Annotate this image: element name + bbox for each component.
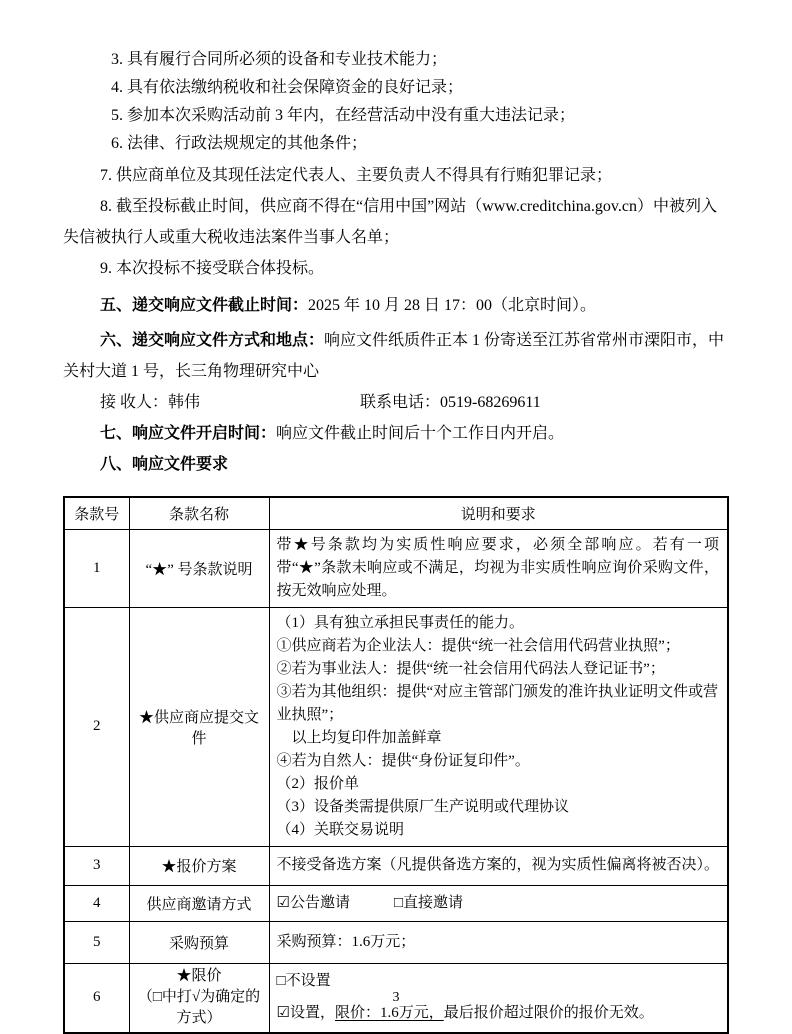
clause-desc-cell [269, 885, 728, 921]
qualification-item-8: 8. 截至投标截止时间，供应商不得在“信用中国”网站（www.creditchina.gov.cn）中被列入失信被执行人或重大税收违法案件当事人名单； [63, 198, 717, 246]
clause-name-cell: ★报价方案 [129, 846, 269, 885]
section-delivery-text: 响应文件纸质件正本 1 份寄送至江苏省常州市溧阳市，中关村大道 1 号，长三角物理研究中心 [63, 332, 725, 380]
section-opening-time-label: 七、响应文件开启时间： [100, 425, 277, 442]
limit-price-name-line2: （□中打√为确定的方式） [137, 989, 261, 1027]
limit-set-label: 设置， [289, 1005, 335, 1022]
qualification-item-4: 4. 具有依法缴纳税收和社会保障资金的良好记录； [111, 79, 464, 96]
section-opening-time-text: 响应文件截止时间后十个工作日内开启。 [276, 425, 565, 442]
qualification-item-9: 9. 本次投标不接受联合体投标。 [100, 260, 325, 277]
section-delivery [63, 325, 729, 387]
invite-option-public-label: 公告邀请 [289, 894, 350, 911]
limit-set-suffix: 最后报价超过限价的报价无效。 [443, 1005, 654, 1022]
checkbox-unchecked-icon: □ [276, 973, 286, 990]
checkbox-unchecked-icon: □ [393, 894, 404, 911]
clause-name-cell: 采购预算 [129, 921, 269, 963]
clause-desc-cell [269, 607, 728, 846]
contact-recipient: 接 收人：韩伟 [100, 394, 201, 411]
clause-no-cell: 4 [64, 885, 129, 921]
invite-option-direct [394, 895, 463, 911]
header-clause-name: 条款名称 [129, 497, 269, 529]
clause-no-cell: 3 [64, 846, 129, 885]
submit-doc-line: ④若为自然人：提供“身份证复印件”。 [276, 752, 530, 769]
clause-desc-cell: 采购预算：1.6万元； [269, 921, 728, 963]
limit-price-name-line1: ★限价 [176, 968, 222, 985]
clause-desc-cell: 带★号条款均为实质性响应要求，必须全部响应。若有一项带“★”条款未响应或不满足，均视为非实质性响应询价采购文件，按无效响应处理。 [269, 529, 728, 607]
section-response-requirements [63, 449, 729, 480]
page-number: 3 [392, 990, 400, 1005]
submit-doc-line: （4）关联交易说明 [276, 821, 405, 838]
submit-doc-line: （3）设备类需提供原厂生产说明或代理协议 [276, 798, 570, 815]
section-deadline-label: 五、递交响应文件截止时间： [100, 297, 309, 314]
qualification-item-7: 7. 供应商单位及其现任法定代表人、主要负责人不得具有行贿犯罪记录； [100, 167, 613, 184]
table-header-row [64, 497, 728, 529]
invite-option-public [277, 895, 350, 911]
table-row [64, 529, 728, 607]
clause-no-cell: 2 [64, 607, 129, 846]
section-response-requirements-label: 八、响应文件要求 [100, 456, 229, 473]
table-row [64, 607, 728, 846]
contact-line [63, 387, 729, 418]
limit-price-value: 限价：1.6万元， [334, 1005, 444, 1022]
submit-doc-line: ②若为事业法人：提供“统一社会信用代码法人登记证书”； [276, 660, 665, 677]
checkbox-checked-icon: ☑ [276, 1005, 290, 1022]
qualification-item-3: 3. 具有履行合同所必须的设备和专业技术能力； [111, 51, 448, 68]
section-opening-time [63, 418, 729, 449]
clause-name-cell: ★供应商应提交文件 [129, 607, 269, 846]
submit-doc-line: ③若为其他组织：提供“对应主管部门颁发的准许执业证明文件或营业执照”； [276, 683, 719, 723]
limit-not-set-label: 不设置 [285, 973, 331, 990]
table-row [64, 921, 728, 963]
section-deadline [63, 290, 729, 321]
submit-doc-line: ①供应商若为企业法人：提供“统一社会信用代码营业执照”； [276, 637, 680, 654]
clause-desc-cell: 不接受备选方案（凡提供备选方案的，视为实质性偏离将被否决）。 [269, 846, 728, 885]
section-deadline-text: 2025 年 10 月 28 日 17：00（北京时间）。 [308, 297, 597, 314]
qualification-item-5: 5. 参加本次采购活动前 3 年内，在经营活动中没有重大违法记录； [111, 107, 576, 124]
clause-no-cell: 5 [64, 921, 129, 963]
contact-phone: 联系电话：0519-68269611 [360, 394, 541, 411]
submit-doc-line: （2）报价单 [276, 775, 360, 792]
clause-name-cell: “★” 号条款说明 [129, 529, 269, 607]
table-row [64, 846, 728, 885]
submit-doc-line: （1）具有独立承担民事责任的能力。 [276, 614, 525, 631]
section-delivery-label: 六、递交响应文件方式和地点： [100, 332, 325, 349]
header-clause-desc: 说明和要求 [269, 497, 728, 529]
header-clause-no: 条款号 [64, 497, 129, 529]
qualification-item-6: 6. 法律、行政法规规定的其他条件； [111, 135, 368, 152]
table-row [64, 885, 728, 921]
submit-doc-line: 以上均复印件加盖鲜章 [276, 729, 442, 746]
clause-no-cell: 1 [64, 529, 129, 607]
response-requirements-table [63, 496, 729, 1034]
clause-no-cell: 6 [64, 963, 129, 1033]
invite-option-direct-label: 直接邀请 [403, 894, 464, 911]
checkbox-checked-icon: ☑ [276, 894, 290, 911]
clause-name-cell: 供应商邀请方式 [129, 885, 269, 921]
